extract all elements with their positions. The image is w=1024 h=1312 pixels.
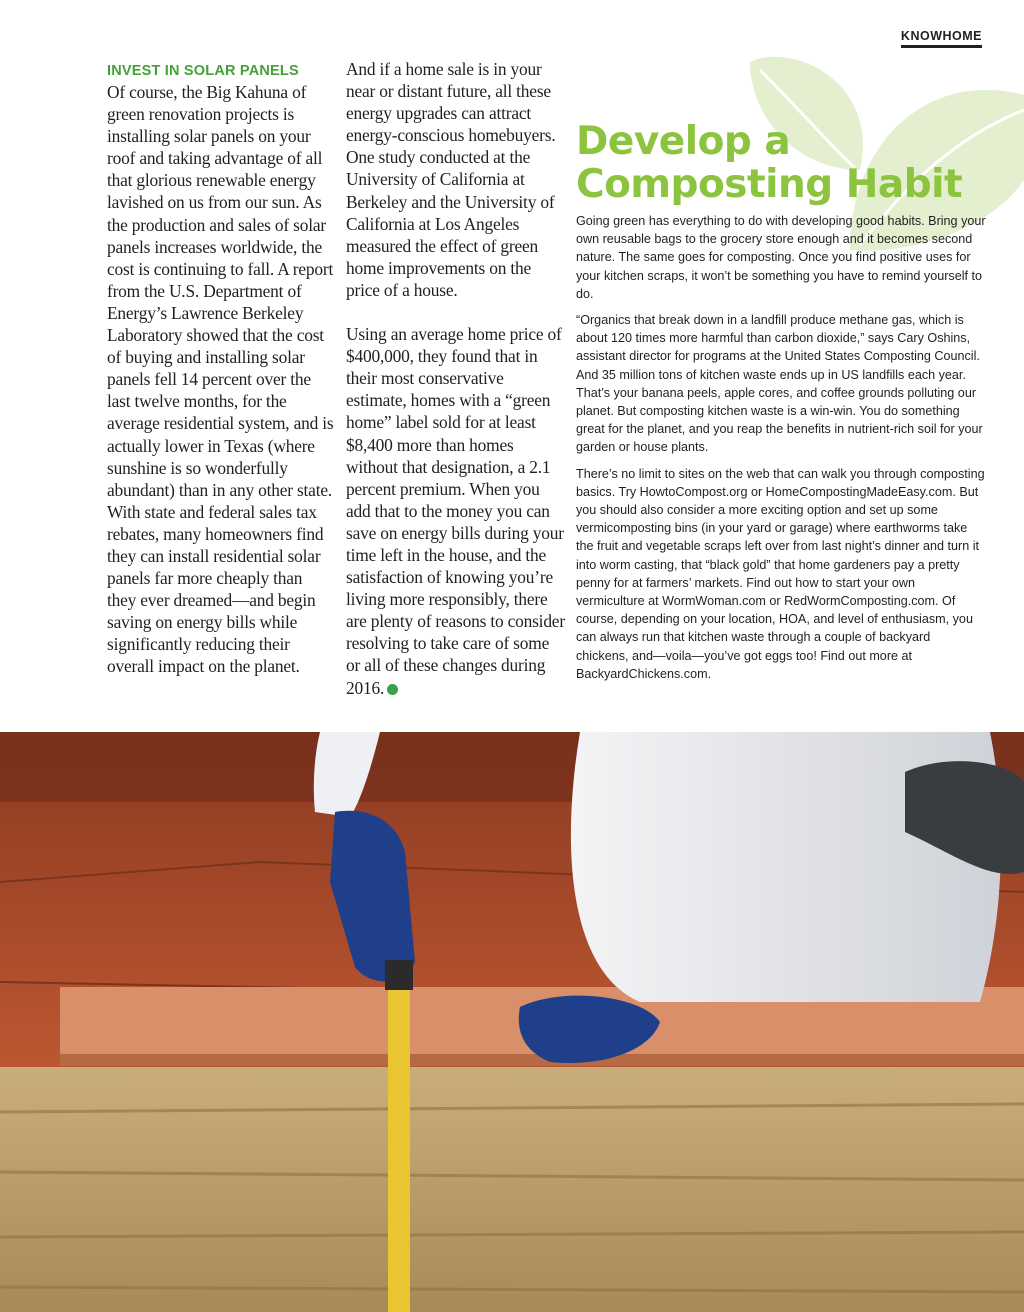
solar-column	[107, 58, 335, 678]
compost-title-line2: Composting Habit	[576, 162, 963, 207]
home-sale-paragraph-2	[346, 323, 566, 699]
header-underline	[901, 45, 982, 48]
compost-paragraph-1: Going green has everything to do with developing good habits. Bring your own reusable bags to the grocery store enough and it becomes second nature. The same goes for composting. Once you find positive uses for your kitchen scraps, it won’t be something you have to remind yourself to do.	[576, 214, 986, 301]
section-header	[901, 29, 982, 48]
solar-subhead: INVEST IN SOLAR PANELS	[107, 63, 299, 79]
compost-title-line1: Develop a	[576, 119, 791, 164]
header-know: KNOW	[900, 29, 943, 43]
compost-paragraph-2: “Organics that break down in a landfill produce methane gas, which is about 120 times more harmful than carbon dioxide,” says Cary Oshins, assistant director for programs at the United States Composting Council. And 35 million tons of kitchen waste ends up in US landfills each year. That’s your banana peels, apple cores, and coffee grounds polluting our planet. But composting kitchen waste is a win-win. You do something great for the planet, and you reap the benefits in nutrient-rich soil for your garden or house plants.	[576, 313, 983, 455]
home-sale-paragraph-2-text: Using an average home price of $400,000, they found that in their most conservative estimate, homes with a “green home” label sold for at least $8,400 more than homes without that designation, a 2.1 percent premium. When you add that to the money you can save on energy bills during your time left in the house, and the satisfaction of knowing you’re living more responsibly, there are plenty of reasons to consider resolving to take care of some or all of these changes during 2016.	[346, 324, 565, 698]
magazine-endmark-icon	[387, 684, 398, 695]
insulation-photo	[0, 732, 1024, 1312]
compost-paragraph-3: There’s no limit to sites on the web that can walk you through composting basics. Try HowtoCompost.org or HomeCompostingMadeEasy.com. But you should also consider a more exciting option and set up some vermicomposting bins (in your yard or garage) where earthworms take the fruit and vegetable scraps left over from last night’s dinner and turn it into worm casting, that “black gold” that home gardeners pay a pretty penny for at farmers’ markets. Find out how to start your own vermiculture at WormWoman.com or RedWormComposting.com. Of course, depending on your location, HOA, and level of enthusiasm, you can always run that kitchen waste through a couple of backyard chickens, and—voila—you’ve got eggs too! Find out more at BackyardChickens.com.	[576, 466, 985, 681]
solar-paragraph: Of course, the Big Kahuna of green renovation projects is installing solar panels on your roof and taking advantage of all that glorious renewable energy lavished on us from our sun. As the production and sales of solar panels increases worldwide, the cost is continuing to fall. A report from the U.S. Department of Energy’s Lawrence Berkeley Laboratory showed that the cost of buying and installing solar panels fell 14 percent over the last twelve months, for the average residential system, and is actually lower in Texas (where sunshine is so wonderfully abundant) than in any other state. With state and federal sales tax rebates, many homeowners find they can install residential solar panels far more cheaply than they ever dreamed—and begin saving on energy bills while significantly reducing their overall impact on the planet.	[107, 82, 334, 677]
home-sale-paragraph-1: And if a home sale is in your near or distant future, all these energy upgrades can attract energy-conscious homebuyers. One study conducted at the University of California at Berkeley and the University of California at Los Angeles measured the effect of green home improvements on the price of a house.	[346, 59, 556, 300]
compost-section	[576, 120, 986, 691]
home-sale-column	[346, 58, 566, 699]
compost-title	[576, 120, 986, 206]
header-home: HOME	[942, 29, 982, 43]
